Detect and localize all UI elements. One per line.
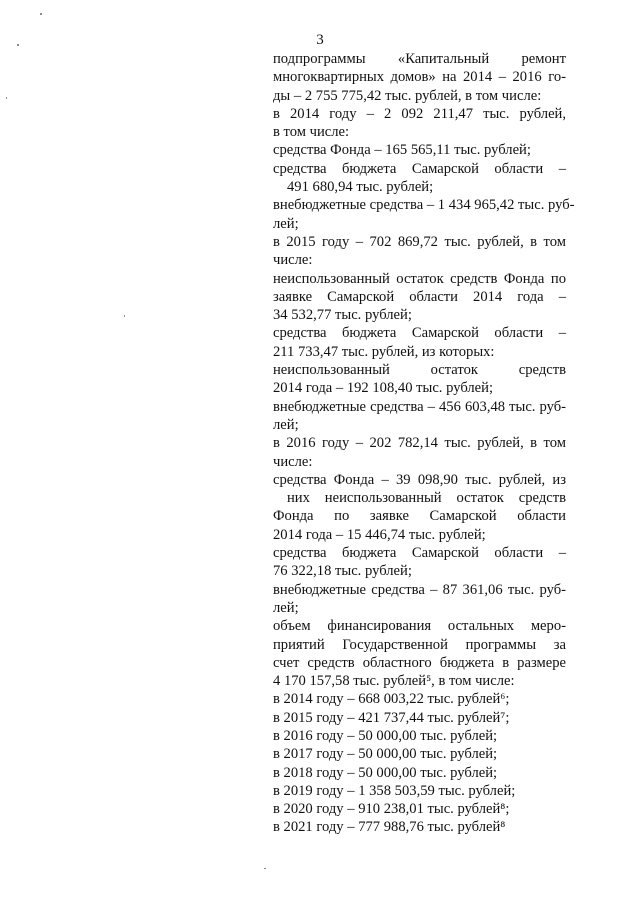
text-line: в 2015 году – 421 737,44 тыс. рублей⁷; xyxy=(273,709,510,726)
scan-speck xyxy=(6,97,7,99)
text-line: в 2017 году – 50 000,00 тыс. рублей; xyxy=(273,746,498,763)
text-line: в 2018 году – 50 000,00 тыс. рублей; xyxy=(273,764,498,781)
text-line: в 2014 году – 2 092 211,47 тыс. рублей, xyxy=(273,105,566,122)
text-line: числе: xyxy=(273,252,313,269)
text-line: лей; xyxy=(273,215,299,232)
text-line: неиспользованный остаток средств Фонда по xyxy=(273,270,566,287)
text-line: в 2021 году – 777 988,76 тыс. рублей⁸ xyxy=(273,819,506,836)
text-line: в 2019 году – 1 358 503,59 тыс. рублей; xyxy=(273,782,516,799)
text-line: средства бюджета Самарской области – xyxy=(273,545,566,562)
text-line: числе: xyxy=(273,453,313,470)
scan-speck xyxy=(124,315,125,317)
text-line: Фонда по заявке Самарской области xyxy=(273,508,566,525)
document-body xyxy=(273,50,575,837)
scan-speck xyxy=(40,13,42,15)
text-line: 491 680,94 тыс. рублей; xyxy=(287,179,434,196)
text-line: ды – 2 755 775,42 тыс. рублей, в том числе: xyxy=(273,87,542,104)
text-line: внебюджетные средства – 87 361,06 тыс. руб- xyxy=(273,581,566,598)
text-line: многоквартирных домов» на 2014 – 2016 го- xyxy=(273,69,566,86)
text-line: в том числе: xyxy=(273,124,350,141)
text-line: средства бюджета Самарской области – xyxy=(273,160,566,177)
text-line: лей; xyxy=(273,599,299,616)
text-line: заявке Самарской области 2014 года – xyxy=(273,288,566,305)
text-line: в 2015 году – 702 869,72 тыс. рублей, в том xyxy=(273,233,566,250)
text-line: в 2016 году – 202 782,14 тыс. рублей, в том xyxy=(273,435,566,452)
text-line: 2014 года – 192 108,40 тыс. рублей; xyxy=(273,380,494,397)
text-line: внебюджетные средства – 456 603,48 тыс. руб- xyxy=(273,398,566,415)
text-line: в 2014 году – 668 003,22 тыс. рублей⁶; xyxy=(273,691,510,708)
text-line: средства бюджета Самарской области – xyxy=(273,325,566,342)
text-line: объем финансирования остальных меро- xyxy=(273,618,566,635)
text-line: 4 170 157,58 тыс. рублей⁵, в том числе: xyxy=(273,673,515,690)
text-line: приятий Государственной программы за xyxy=(273,636,566,653)
scan-speck xyxy=(17,44,19,46)
text-line: неиспользованный остаток средств xyxy=(273,362,566,379)
text-line: внебюджетные средства – 1 434 965,42 тыс. руб- xyxy=(273,197,575,214)
text-line: подпрограммы «Капитальный ремонт xyxy=(273,51,566,67)
text-line: в 2020 году – 910 238,01 тыс. рублей⁸; xyxy=(273,801,510,818)
text-line: средства Фонда – 165 565,11 тыс. рублей; xyxy=(273,142,531,159)
page-number: 3 xyxy=(316,32,324,48)
text-line: 211 733,47 тыс. рублей, из которых: xyxy=(273,343,495,360)
text-line: них неиспользованный остаток средств xyxy=(287,490,566,507)
text-line: 76 322,18 тыс. рублей; xyxy=(273,563,412,580)
text-line: 2014 года – 15 446,74 тыс. рублей; xyxy=(273,526,486,543)
text-line: 34 532,77 тыс. рублей; xyxy=(273,307,412,324)
text-line: в 2016 году – 50 000,00 тыс. рублей; xyxy=(273,727,498,744)
text-line: счет средств областного бюджета в размере xyxy=(273,654,566,671)
text-line: лей; xyxy=(273,416,299,433)
text-line: средства Фонда – 39 098,90 тыс. рублей, из xyxy=(273,471,566,488)
scan-speck xyxy=(264,868,266,869)
